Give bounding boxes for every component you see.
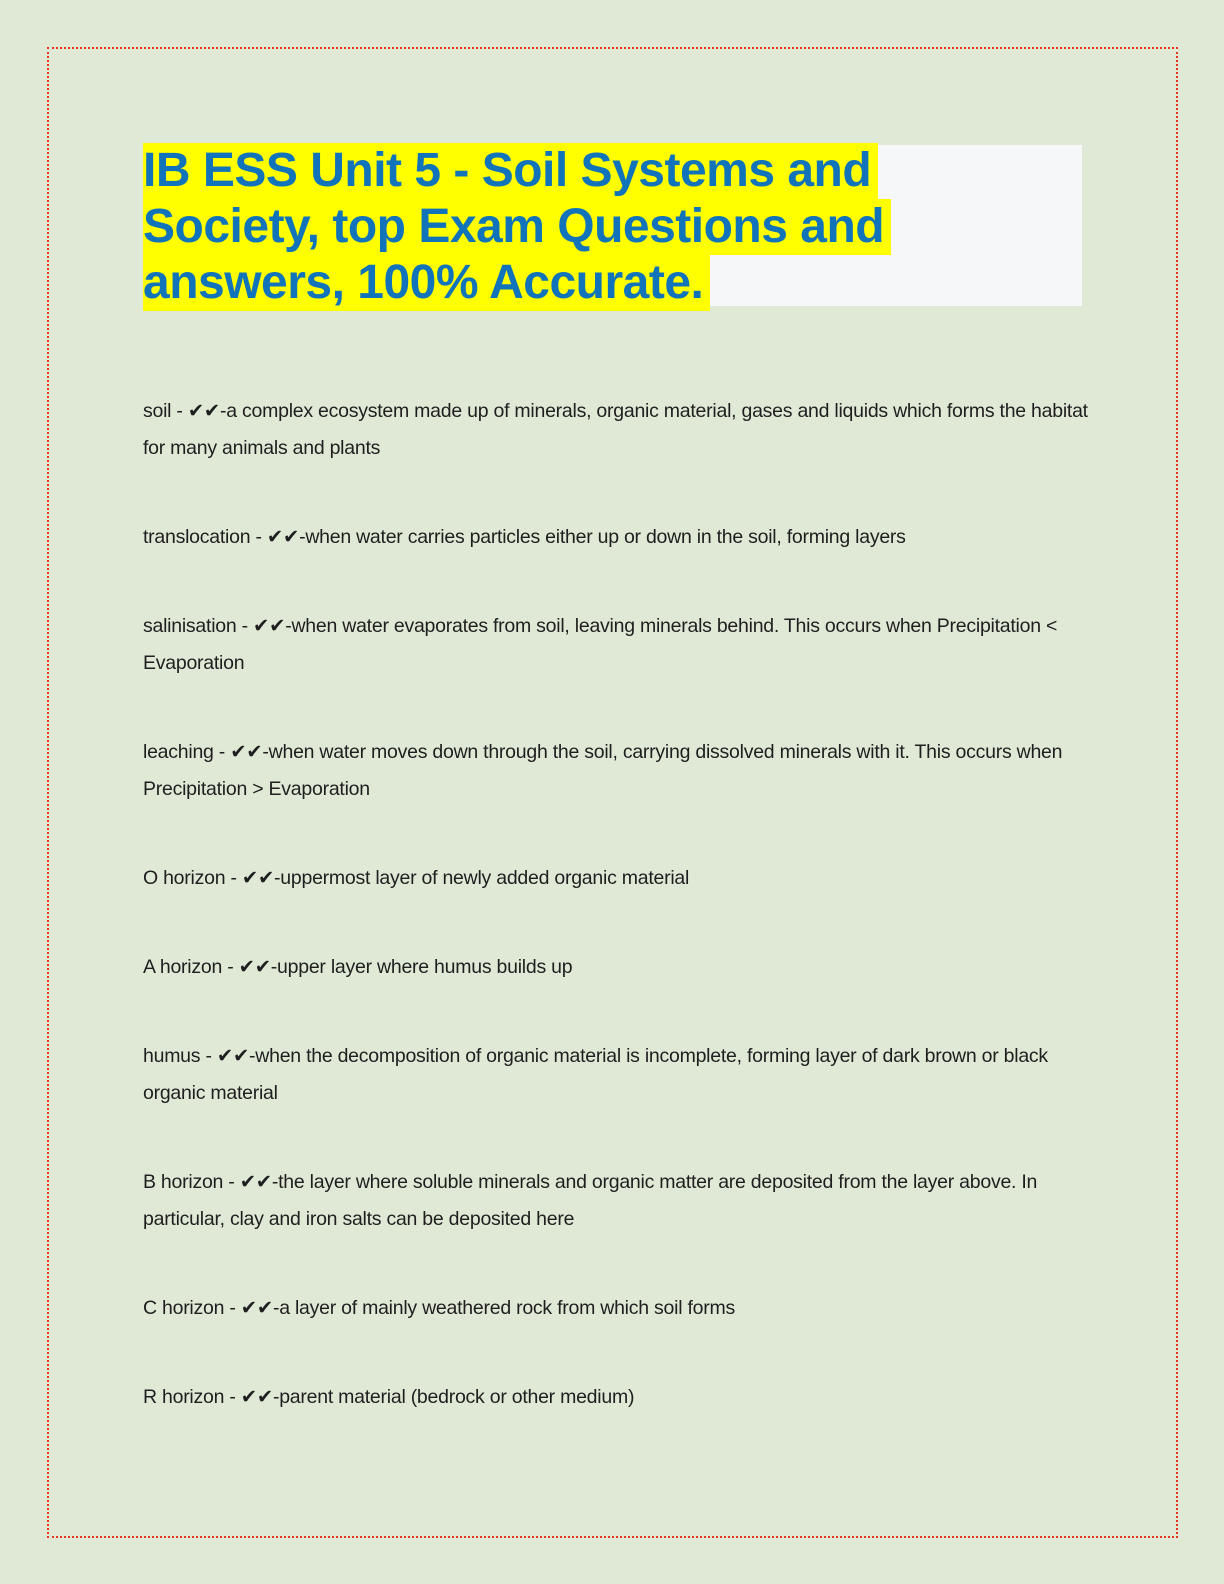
- qa-item-leaching: leaching - ✔✔-when water moves down through the soil, carrying dissolved minerals with it. This occurs when Precipitation > Evaporation: [143, 741, 1063, 800]
- qa-item-humus: humus - ✔✔-when the decomposition of organic material is incomplete, forming layer of dark brown or black organic material: [143, 1045, 1048, 1104]
- title-line-1-highlight: IB ESS Unit 5 - Soil Systems and: [143, 143, 878, 199]
- qa-item-translocation: translocation - ✔✔-when water carries particles either up or down in the soil, forming layers: [143, 526, 906, 548]
- qa-item-a-horizon: A horizon - ✔✔-upper layer where humus builds up: [143, 956, 573, 978]
- page-content: [143, 143, 1093, 1416]
- qa-list: [143, 393, 1093, 1416]
- qa-item-r-horizon: R horizon - ✔✔-parent material (bedrock or other medium): [143, 1386, 635, 1408]
- document-title: [143, 143, 1093, 311]
- qa-item-soil: soil - ✔✔-a complex ecosystem made up of minerals, organic material, gases and liquids which forms the habitat for many animals and plants: [143, 400, 1088, 459]
- qa-item-c-horizon: C horizon - ✔✔-a layer of mainly weathered rock from which soil forms: [143, 1297, 735, 1319]
- title-line-2-highlight: Society, top Exam Questions and: [143, 199, 891, 255]
- title-line: [143, 255, 1093, 311]
- title-line: [143, 143, 1093, 199]
- title-line-3-highlight: answers, 100% Accurate.: [143, 255, 710, 311]
- title-line: [143, 199, 1093, 255]
- qa-item-b-horizon: B horizon - ✔✔-the layer where soluble minerals and organic matter are deposited from the layer above. In particular, clay and iron salts can be deposited here: [143, 1171, 1038, 1230]
- title-block: [143, 143, 1093, 311]
- qa-item-salinisation: salinisation - ✔✔-when water evaporates from soil, leaving minerals behind. This occurs when Precipitation < Evaporation: [143, 615, 1058, 674]
- qa-item-o-horizon: O horizon - ✔✔-uppermost layer of newly added organic material: [143, 867, 690, 889]
